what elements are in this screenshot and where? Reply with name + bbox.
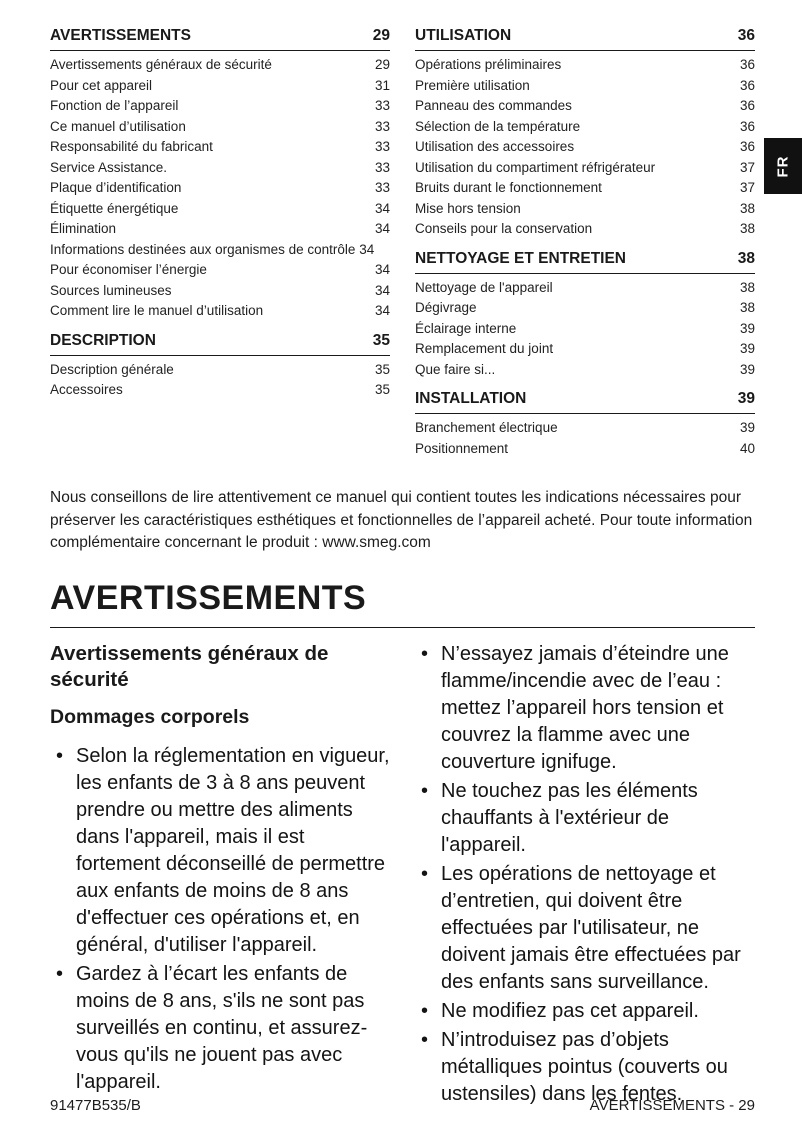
- toc-row: [50, 380, 390, 401]
- toc-row: [415, 199, 755, 220]
- toc-row: [415, 319, 755, 340]
- toc-entry-label: Accessoires: [50, 382, 123, 397]
- toc-row: [415, 26, 755, 51]
- toc-row: [415, 117, 755, 138]
- warning-item: [50, 961, 390, 1096]
- toc-entry-label: Utilisation du compartiment réfrigérateur: [415, 159, 656, 175]
- toc-row: [415, 158, 755, 179]
- toc-entry-page: 34: [359, 241, 375, 257]
- toc-entry-label: Remplacement du joint: [415, 341, 554, 356]
- toc-entry-label: Dégivrage: [415, 300, 477, 315]
- toc-row: [50, 301, 390, 322]
- toc-row: [415, 389, 755, 414]
- toc-entry-label: Que faire si...: [415, 361, 496, 377]
- toc-entry-label: Service Assistance.: [50, 159, 168, 175]
- toc-entry-page: 29: [374, 57, 390, 72]
- toc-entry-page: 39: [739, 341, 755, 356]
- warning-item: [415, 998, 755, 1025]
- table-of-contents: [50, 26, 755, 459]
- toc-entry-label: Élimination: [50, 221, 117, 236]
- toc-entry-label: Utilisation des accessoires: [415, 139, 575, 154]
- toc-entry-page: 34: [374, 262, 390, 277]
- toc-entry-page: 34: [374, 221, 390, 236]
- toc-entry-page: 33: [374, 139, 390, 154]
- toc-entry-page: 33: [374, 180, 390, 195]
- toc-entry-label: Première utilisation: [415, 77, 530, 93]
- warning-item: [415, 1027, 755, 1108]
- toc-entry-page: 39: [739, 320, 755, 336]
- toc-row: [50, 281, 390, 302]
- toc-row: [50, 55, 390, 76]
- toc-entry-page: 39: [737, 390, 755, 407]
- toc-entry-page: 39: [739, 361, 755, 377]
- toc-entry-page: 34: [374, 303, 390, 318]
- toc-row: [415, 137, 755, 158]
- toc-entry-label: Bruits durant le fonctionnement: [415, 180, 602, 195]
- toc-row: [415, 219, 755, 240]
- toc-row: [415, 96, 755, 117]
- toc-entry-page: 35: [374, 382, 390, 397]
- toc-row: [50, 240, 390, 261]
- subsection-heading: Dommages corporels: [50, 705, 250, 728]
- toc-entry-page: 36: [739, 98, 755, 113]
- toc-entry-page: 31: [374, 77, 390, 93]
- toc-entry-label: Avertissements généraux de sécurité: [50, 57, 272, 72]
- toc-entry-page: 33: [374, 118, 390, 134]
- toc-entry-label: Panneau des commandes: [415, 98, 572, 113]
- section-heading: Avertissements généraux de sécurité: [50, 641, 329, 691]
- body-left-column: [50, 641, 390, 1110]
- toc-entry-label: DESCRIPTION: [50, 331, 156, 349]
- toc-entry-label: UTILISATION: [415, 27, 512, 44]
- toc-entry-label: Comment lire le manuel d’utilisation: [50, 303, 264, 318]
- toc-row: [50, 117, 390, 138]
- toc-entry-label: Informations destinées aux organismes de contrôle: [50, 241, 356, 257]
- toc-row: [50, 360, 390, 381]
- toc-row: [50, 137, 390, 158]
- toc-entry-label: Ce manuel d’utilisation: [50, 118, 186, 134]
- language-tab-label: FR: [774, 155, 792, 177]
- language-tab: [764, 138, 802, 194]
- toc-row: [50, 219, 390, 240]
- toc-row: [415, 55, 755, 76]
- toc-entry-label: Éclairage interne: [415, 320, 517, 336]
- warning-item: [415, 778, 755, 859]
- toc-entry-label: Opérations préliminaires: [415, 57, 562, 72]
- toc-entry-page: 35: [374, 361, 390, 377]
- footer-page-ref: AVERTISSEMENTS - 29: [589, 1097, 755, 1114]
- toc-entry-page: 37: [739, 159, 755, 175]
- toc-entry-page: 33: [374, 159, 390, 175]
- toc-row: [50, 260, 390, 281]
- toc-row: [415, 278, 755, 299]
- toc-entry-page: 36: [737, 27, 755, 44]
- toc-row: [415, 339, 755, 360]
- toc-entry-page: 34: [374, 282, 390, 298]
- toc-row: [50, 178, 390, 199]
- toc-row: [50, 199, 390, 220]
- toc-entry-page: 39: [739, 420, 755, 435]
- toc-entry-page: 29: [372, 27, 390, 44]
- toc-entry-page: 36: [739, 139, 755, 154]
- document-code: 91477B535/B: [50, 1097, 141, 1114]
- toc-entry-label: Fonction de l’appareil: [50, 98, 179, 113]
- toc-left-column: [50, 26, 390, 459]
- body-columns: [50, 641, 755, 1110]
- page-footer: [50, 1097, 755, 1114]
- toc-entry-page: 33: [374, 98, 390, 113]
- toc-row: [50, 96, 390, 117]
- warning-text: Gardez à l’écart les enfants de moins de 8 ans, s'ils ne sont pas surveillés en continu, et assurez-vous qu'ils ne jouent pas avec l'appareil.: [76, 962, 368, 1093]
- toc-entry-label: Conseils pour la conservation: [415, 221, 593, 236]
- toc-entry-label: Pour cet appareil: [50, 77, 153, 93]
- warning-text: Les opérations de nettoyage et d’entretien, qui doivent être effectuées par l'utilisateur, ne doivent jamais être effectuées par des enfants sans surveillance.: [441, 862, 741, 993]
- toc-entry-page: 38: [739, 300, 755, 315]
- toc-entry-label: Étiquette énergétique: [50, 200, 179, 216]
- toc-entry-label: Mise hors tension: [415, 200, 521, 216]
- toc-entry-page: 38: [737, 249, 755, 267]
- toc-entry-label: Positionnement: [415, 440, 509, 456]
- toc-row: [50, 26, 390, 51]
- warning-text: N’essayez jamais d’éteindre une flamme/incendie avec de l’eau : mettez l’appareil hors tension et couvrez la flamme avec une couverture ignifuge.: [441, 642, 729, 773]
- warning-text: N’introduisez pas d’objets métalliques pointus (couverts ou ustensiles) dans les fentes.: [441, 1028, 728, 1105]
- warning-item: [50, 743, 390, 959]
- warning-text: Ne touchez pas les éléments chauffants à l'extérieur de l'appareil.: [441, 779, 698, 856]
- warning-list-right: [415, 641, 755, 1108]
- toc-row: [415, 298, 755, 319]
- toc-entry-page: 36: [739, 77, 755, 93]
- toc-entry-label: Branchement électrique: [415, 420, 558, 435]
- chapter-title: AVERTISSEMENTS: [50, 579, 755, 628]
- toc-row: [50, 158, 390, 179]
- toc-row: [415, 249, 755, 274]
- warning-item: [415, 641, 755, 776]
- warning-text: Ne modifiez pas cet appareil.: [441, 999, 699, 1022]
- toc-entry-label: Description générale: [50, 361, 174, 377]
- toc-entry-label: Responsabilité du fabricant: [50, 139, 213, 154]
- warning-text: Selon la réglementation en vigueur, les enfants de 3 à 8 ans peuvent prendre ou mettre des aliments dans l'appareil, mais il est fortement déconseillé de permettre aux enfants de moins de 8 ans d'effectuer ces opérations et, en général, d'utiliser l'appareil.: [76, 744, 390, 956]
- toc-row: [415, 360, 755, 381]
- toc-entry-label: Nettoyage de l'appareil: [415, 279, 553, 295]
- toc-entry-page: 38: [739, 279, 755, 295]
- toc-entry-page: 37: [739, 180, 755, 195]
- toc-entry-page: 38: [739, 221, 755, 236]
- toc-entry-label: AVERTISSEMENTS: [50, 27, 191, 44]
- toc-entry-label: Sélection de la température: [415, 118, 581, 134]
- toc-row: [50, 76, 390, 97]
- toc-row: [415, 76, 755, 97]
- toc-row: [415, 178, 755, 199]
- toc-entry-label: NETTOYAGE ET ENTRETIEN: [415, 249, 627, 267]
- intro-paragraph: Nous conseillons de lire attentivement ce manuel qui contient toutes les indications nécessaires pour préserver les caractéristiques esthétiques et fonctionnelles de l’appareil acheté. Pour toute information complémentaire concernant le produit : www.smeg.com: [50, 489, 753, 551]
- toc-entry-page: 35: [372, 331, 390, 349]
- toc-entry-page: 36: [739, 57, 755, 72]
- toc-entry-label: Sources lumineuses: [50, 282, 172, 298]
- toc-row: [50, 331, 390, 356]
- toc-entry-label: INSTALLATION: [415, 390, 527, 407]
- toc-entry-page: 36: [739, 118, 755, 134]
- body-right-column: [415, 641, 755, 1110]
- toc-row: [415, 439, 755, 460]
- warning-list-left: [50, 743, 390, 1096]
- toc-entry-label: Plaque d’identification: [50, 180, 182, 195]
- warning-item: [415, 861, 755, 996]
- toc-entry-page: 34: [374, 200, 390, 216]
- toc-entry-page: 38: [739, 200, 755, 216]
- toc-entry-label: Pour économiser l’énergie: [50, 262, 207, 277]
- toc-right-column: [415, 26, 755, 459]
- toc-row: [415, 418, 755, 439]
- toc-entry-page: 40: [739, 440, 755, 456]
